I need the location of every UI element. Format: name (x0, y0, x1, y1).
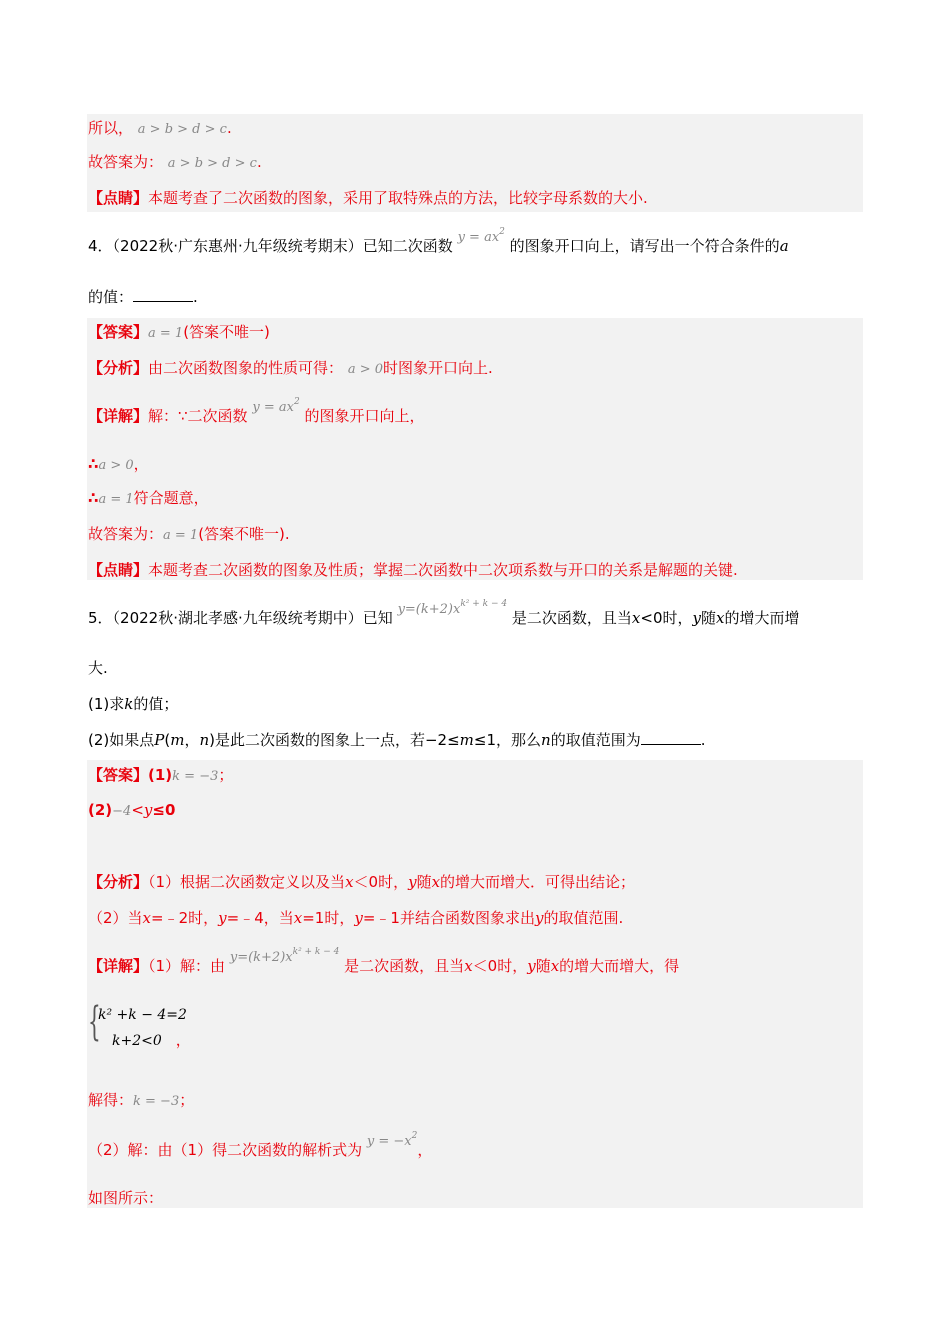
q5-part1: (1)求k的值； (88, 695, 179, 713)
q5-part2-detail: （2）解：由（1）得二次函数的解析式为 $y = -x^2$， (88, 1131, 433, 1159)
math-expression: a = 1 (148, 326, 184, 341)
math-expression: $y=(k+2)x^{k^2 + k - 4}$ (397, 599, 508, 617)
system-eq1: k² +k − 4=2 (98, 1007, 187, 1023)
system-eq2: k+2<0 ， (112, 1031, 191, 1049)
q4-stem-cont: 的值： . (88, 288, 198, 306)
math-expression: k = −3 (172, 769, 219, 784)
q4-answer: 【答案】a = 1(答案不唯一) (88, 323, 270, 341)
q3-final-answer: 故答案为： a > b > d > c. (88, 153, 262, 171)
q5-analysis-1: 【分析】（1）根据二次函数定义以及当x＜0时，y随x的增大而增大．可得出结论； (88, 873, 636, 891)
math-expression: $y=(k+2)x^{k^2 + k - 4}$ (229, 947, 340, 965)
q5-stem: 5．（2022秋·湖北孝感·九年级统考期中）已知 $y=(k+2)x^{k^2 + k - 4}$ 是二次函数，且当x<0时，y随x的增大而增 (88, 599, 800, 627)
q5-figure-note: 如图所示： (88, 1189, 164, 1207)
q5-answer-2: (2)−4<y≤0 (88, 801, 176, 819)
q4-comment: 【点睛】本题考查二次函数的图象及性质；掌握二次函数中二次项系数与开口的关系是解题的关键. (88, 561, 738, 579)
q5-solve: 解得：k = −3； (88, 1091, 195, 1109)
math-expression: a > 0 (347, 362, 383, 377)
q4-final-answer: 故答案为：a = 1(答案不唯一). (88, 525, 290, 543)
q4-stem: 4．（2022秋·广东惠州·九年级统考期末）已知二次函数 $y = ax^2$ 的图象开口向上，请写出一个符合条件的a (88, 227, 789, 255)
q5-analysis-2: （2）当x=﹣2时，y=﹣4，当x=1时，y=﹣1并结合函数图象求出y的取值范围. (88, 909, 624, 927)
math-expression: a = 1 (98, 492, 134, 507)
q5-detail: 【详解】（1）解：由 $y=(k+2)x^{k^2 + k - 4}$ 是二次函数，且当x＜0时，y随x的增大而增大，得 (88, 947, 680, 975)
math-expression: k = −3 (133, 1094, 180, 1109)
math-expression: $y = ax^2$ (457, 227, 505, 245)
system-brace: { (88, 999, 101, 1045)
answer-blank[interactable] (133, 287, 193, 302)
math-expression: a > 0 (98, 458, 134, 473)
math-expression: a = 1 (163, 528, 199, 543)
math-expression: $y = -x^2$ (366, 1131, 418, 1149)
q5-part2: (2)如果点P(m，n)是此二次函数的图象上一点，若−2≤m≤1，那么n的取值范围为 . (88, 731, 706, 749)
answer-blank[interactable] (641, 730, 701, 745)
q5-answer-1: 【答案】(1)k = −3； (88, 766, 234, 784)
math-expression: −4 (112, 804, 132, 819)
q4-detail: 【详解】解：∵二次函数 $y = ax^2$ 的图象开口向上， (88, 397, 425, 425)
q3-comment: 【点睛】本题考查了二次函数的图象，采用了取特殊点的方法，比较字母系数的大小. (88, 189, 648, 207)
q3-conclusion: 所以， a > b > d > c. (88, 119, 232, 137)
q4-analysis: 【分析】由二次函数图象的性质可得： a > 0时图象开口向上. (88, 359, 493, 377)
math-expression: $y = ax^2$ (252, 397, 300, 415)
math-expression: a > b > d > c (167, 156, 257, 171)
math-expression: a > b > d > c (137, 122, 227, 137)
q5-stem-cont: 大. (88, 659, 108, 677)
q4-step2: ∴a = 1符合题意， (88, 489, 209, 507)
q4-step1: ∴a > 0， (88, 455, 149, 473)
